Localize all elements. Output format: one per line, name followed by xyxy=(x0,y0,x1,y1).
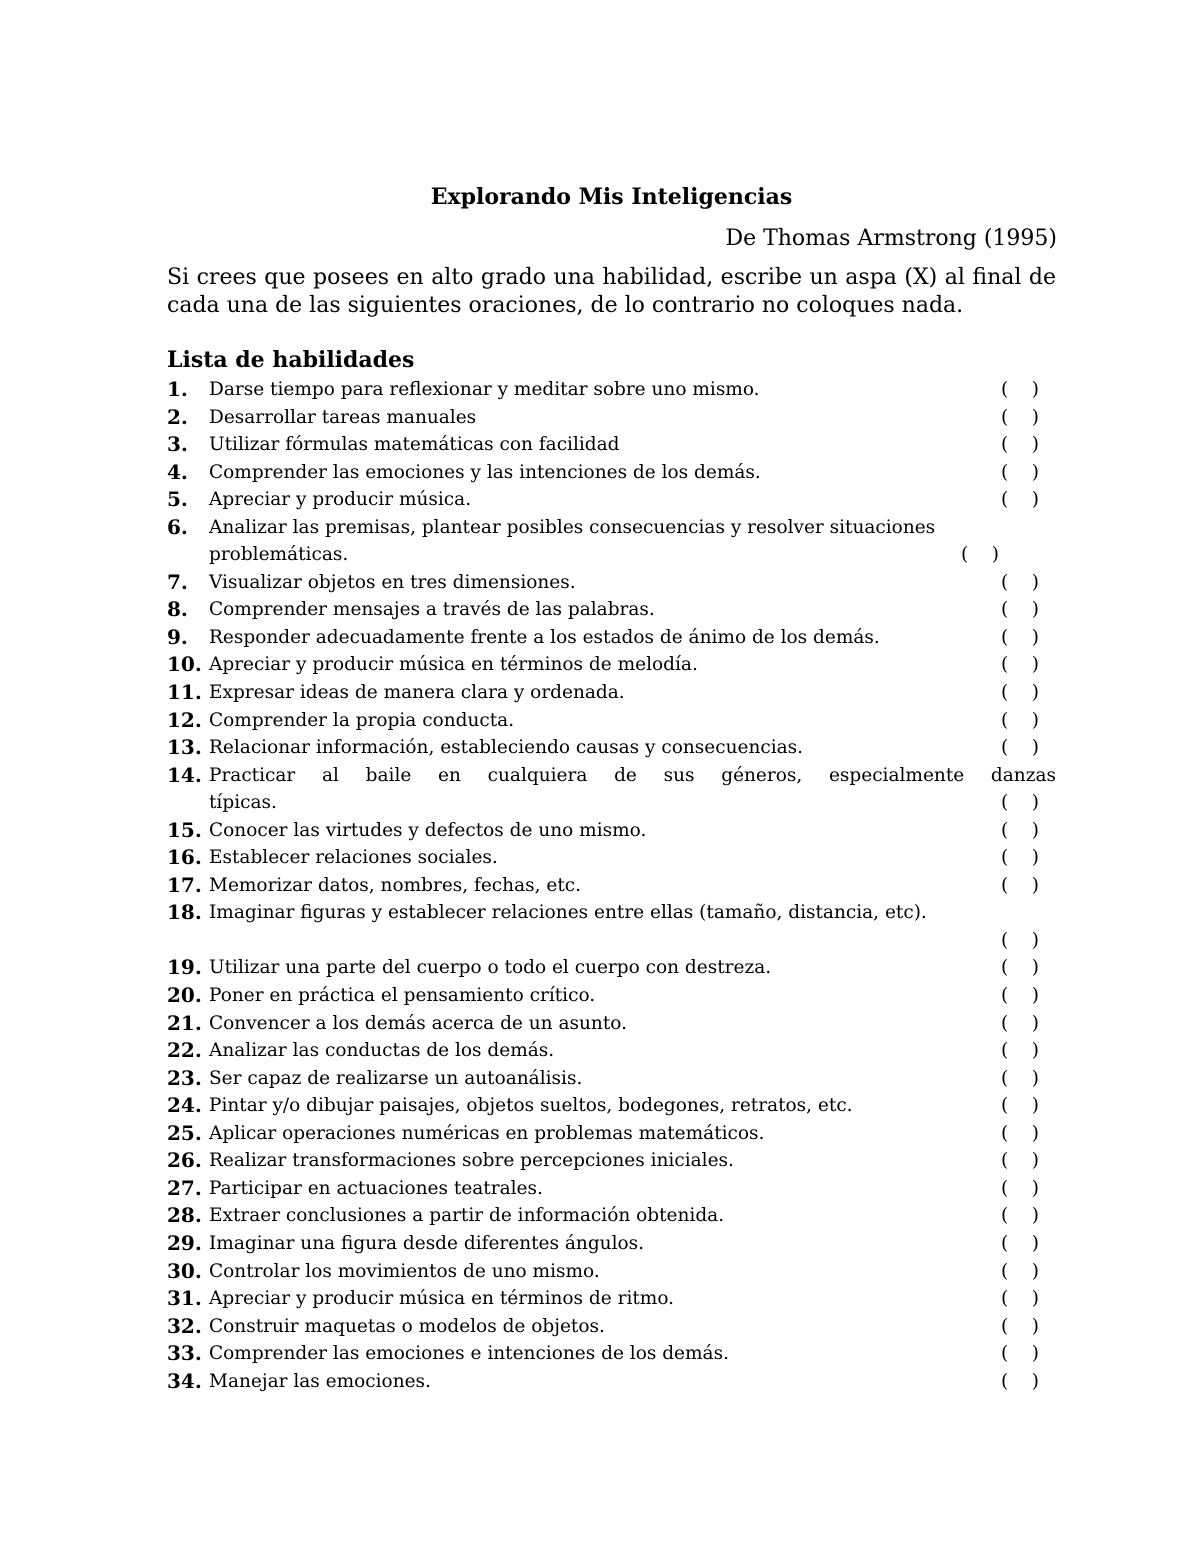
list-item xyxy=(167,624,1056,652)
item-text: Comprender mensajes a través de las palabras. xyxy=(209,599,655,621)
answer-box[interactable]: ( ) xyxy=(1001,985,1039,1007)
item-text: Imaginar una figura desde diferentes ángulos. xyxy=(209,1232,645,1254)
item-text: Memorizar datos, nombres, fechas, etc. xyxy=(209,874,581,896)
item-number: 23. xyxy=(167,1065,202,1090)
answer-box[interactable]: ( ) xyxy=(1001,599,1039,621)
item-text: Poner en práctica el pensamiento crítico. xyxy=(209,985,596,1007)
item-text-line2: problemáticas. xyxy=(209,544,349,566)
skills-list xyxy=(167,376,1056,1395)
item-text: Participar en actuaciones teatrales. xyxy=(209,1177,543,1199)
item-number: 32. xyxy=(167,1313,202,1338)
item-number: 2. xyxy=(167,404,188,429)
answer-box[interactable]: ( ) xyxy=(1001,1067,1039,1089)
item-number: 21. xyxy=(167,1010,202,1035)
list-item xyxy=(167,1037,1056,1065)
list-item xyxy=(167,459,1056,487)
answer-box[interactable]: ( ) xyxy=(1001,379,1039,400)
item-number: 18. xyxy=(167,900,202,925)
list-item xyxy=(167,486,1056,514)
instructions-paragraph: Si crees que posees en alto grado una habilidad, escribe un aspa (X) al final de cada una de las siguientes oraciones, de lo contrario no coloques nada. xyxy=(167,265,1056,318)
item-number: 6. xyxy=(167,514,188,539)
item-text: Expresar ideas de manera clara y ordenada. xyxy=(209,682,625,704)
item-text: Visualizar objetos en tres dimensiones. xyxy=(209,571,576,593)
item-text: Realizar transformaciones sobre percepciones iniciales. xyxy=(209,1150,734,1172)
answer-box[interactable]: ( ) xyxy=(1001,847,1039,869)
list-item xyxy=(167,679,1056,707)
item-number: 25. xyxy=(167,1120,202,1145)
answer-box[interactable]: ( ) xyxy=(1001,1343,1039,1365)
answer-box[interactable]: ( ) xyxy=(1001,1315,1039,1337)
item-number: 14. xyxy=(167,762,202,787)
item-number: 4. xyxy=(167,459,188,484)
item-text-block xyxy=(209,762,1056,817)
answer-box[interactable]: ( ) xyxy=(1001,489,1039,511)
list-item xyxy=(167,1258,1056,1286)
list-item xyxy=(167,1202,1056,1230)
answer-box[interactable]: ( ) xyxy=(1001,1150,1039,1172)
item-text: Manejar las emociones. xyxy=(209,1370,431,1392)
item-number: 22. xyxy=(167,1038,202,1063)
item-number: 24. xyxy=(167,1093,202,1118)
section-heading: Lista de habilidades xyxy=(167,347,415,373)
item-number: 12. xyxy=(167,707,202,732)
item-text: Responder adecuadamente frente a los estados de ánimo de los demás. xyxy=(209,626,880,648)
answer-box[interactable]: ( ) xyxy=(1001,1260,1039,1282)
answer-box[interactable]: ( ) xyxy=(1001,682,1039,704)
item-text: Utilizar una parte del cuerpo o todo el cuerpo con destreza. xyxy=(209,957,772,979)
list-item xyxy=(167,707,1056,735)
list-item xyxy=(167,514,1056,569)
list-item xyxy=(167,1285,1056,1313)
item-number: 7. xyxy=(167,569,188,594)
item-number: 16. xyxy=(167,845,202,870)
item-text: Apreciar y producir música en términos de ritmo. xyxy=(209,1288,675,1310)
list-item xyxy=(167,651,1056,679)
list-item xyxy=(167,1010,1056,1038)
item-text: Darse tiempo para reflexionar y meditar sobre uno mismo. xyxy=(209,379,760,400)
item-number: 17. xyxy=(167,872,202,897)
item-number: 20. xyxy=(167,983,202,1008)
document-author: De Thomas Armstrong (1995) xyxy=(725,226,1057,251)
list-item xyxy=(167,817,1056,845)
list-item xyxy=(167,376,1056,404)
item-text: Utilizar fórmulas matemáticas con facilidad xyxy=(209,434,620,456)
answer-box[interactable]: ( ) xyxy=(1001,957,1039,979)
item-text-line1: Analizar las premisas, plantear posibles consecuencias y resolver situaciones xyxy=(209,516,936,538)
item-text: Pintar y/o dibujar paisajes, objetos sueltos, bodegones, retratos, etc. xyxy=(209,1095,853,1117)
answer-box[interactable]: ( ) xyxy=(1001,819,1039,841)
item-text: Analizar las conductas de los demás. xyxy=(209,1040,555,1062)
item-number: 29. xyxy=(167,1230,202,1255)
list-item xyxy=(167,1120,1056,1148)
answer-box[interactable]: ( ) xyxy=(1001,571,1039,593)
item-text: Comprender las emociones y las intenciones de los demás. xyxy=(209,461,761,483)
item-number: 34. xyxy=(167,1368,202,1393)
answer-box[interactable]: ( ) xyxy=(1001,434,1039,456)
list-item xyxy=(167,1368,1056,1396)
item-text: Apreciar y producir música. xyxy=(209,489,472,511)
list-item xyxy=(167,844,1056,872)
list-item xyxy=(167,899,1056,954)
answer-box[interactable]: ( ) xyxy=(1001,709,1039,731)
item-text: Desarrollar tareas manuales xyxy=(209,406,477,428)
item-text-line2: típicas. xyxy=(209,792,277,814)
list-item xyxy=(167,734,1056,762)
item-text: Convencer a los demás acerca de un asunto. xyxy=(209,1012,627,1034)
item-number: 33. xyxy=(167,1341,202,1366)
list-item xyxy=(167,1147,1056,1175)
list-item xyxy=(167,1230,1056,1258)
item-number: 11. xyxy=(167,680,202,705)
item-text: Relacionar información, estableciendo causas y consecuencias. xyxy=(209,737,804,759)
list-item xyxy=(167,1092,1056,1120)
item-text: Imaginar figuras y establecer relaciones entre ellas (tamaño, distancia, etc). xyxy=(209,902,927,924)
answer-box[interactable]: ( ) xyxy=(1001,929,1039,951)
answer-box[interactable]: ( ) xyxy=(1001,461,1039,483)
answer-box[interactable]: ( ) xyxy=(1001,1122,1039,1144)
list-item xyxy=(167,982,1056,1010)
answer-box[interactable]: ( ) xyxy=(1001,792,1039,814)
item-text-block xyxy=(209,514,1056,569)
list-item xyxy=(167,872,1056,900)
item-text: Extraer conclusiones a partir de información obtenida. xyxy=(209,1205,725,1227)
answer-box[interactable]: ( ) xyxy=(1001,874,1039,896)
list-item xyxy=(167,954,1056,982)
item-number: 30. xyxy=(167,1258,202,1283)
list-item xyxy=(167,431,1056,459)
list-item xyxy=(167,404,1056,432)
item-text: Comprender la propia conducta. xyxy=(209,709,515,731)
list-item xyxy=(167,569,1056,597)
item-number: 9. xyxy=(167,624,188,649)
item-text: Establecer relaciones sociales. xyxy=(209,847,498,869)
list-item xyxy=(167,1065,1056,1093)
item-text: Apreciar y producir música en términos de melodía. xyxy=(209,654,698,676)
item-text: Construir maquetas o modelos de objetos. xyxy=(209,1315,605,1337)
item-number: 1. xyxy=(167,377,188,401)
answer-box[interactable]: ( ) xyxy=(1001,1095,1039,1117)
answer-box[interactable]: ( ) xyxy=(1001,737,1039,759)
item-text: Comprender las emociones e intenciones de los demás. xyxy=(209,1343,729,1365)
list-item xyxy=(167,1313,1056,1341)
list-item xyxy=(167,1340,1056,1368)
answer-box[interactable]: ( ) xyxy=(1001,1177,1039,1199)
document-title: Explorando Mis Inteligencias xyxy=(430,184,793,210)
answer-box[interactable]: ( ) xyxy=(1001,1040,1039,1062)
item-number: 15. xyxy=(167,817,202,842)
item-number: 13. xyxy=(167,735,202,760)
item-number: 26. xyxy=(167,1148,202,1173)
answer-box[interactable]: ( ) xyxy=(961,544,999,566)
item-number: 8. xyxy=(167,597,188,622)
item-number: 28. xyxy=(167,1203,202,1228)
answer-box[interactable]: ( ) xyxy=(1001,1370,1039,1392)
item-text: Conocer las virtudes y defectos de uno mismo. xyxy=(209,819,647,841)
answer-box[interactable]: ( ) xyxy=(1001,1288,1039,1310)
answer-box[interactable]: ( ) xyxy=(1001,626,1039,648)
item-number: 31. xyxy=(167,1286,202,1311)
list-item xyxy=(167,762,1056,817)
item-text: Controlar los movimientos de uno mismo. xyxy=(209,1260,600,1282)
item-number: 10. xyxy=(167,652,202,677)
answer-box[interactable]: ( ) xyxy=(1001,1012,1039,1034)
item-text-line1: Practicar al baile en cualquiera de sus géneros, especialmente danzas xyxy=(209,764,1056,786)
answer-box[interactable]: ( ) xyxy=(1001,1232,1039,1254)
list-item xyxy=(167,596,1056,624)
list-item xyxy=(167,1175,1056,1203)
item-number: 5. xyxy=(167,487,188,512)
item-number: 3. xyxy=(167,432,188,457)
item-number: 19. xyxy=(167,955,202,980)
answer-box[interactable]: ( ) xyxy=(1001,654,1039,676)
answer-box[interactable]: ( ) xyxy=(1001,406,1039,428)
item-text: Aplicar operaciones numéricas en problemas matemáticos. xyxy=(209,1122,765,1144)
item-text: Ser capaz de realizarse un autoanálisis. xyxy=(209,1067,583,1089)
answer-box[interactable]: ( ) xyxy=(1001,1205,1039,1227)
item-number: 27. xyxy=(167,1175,202,1200)
